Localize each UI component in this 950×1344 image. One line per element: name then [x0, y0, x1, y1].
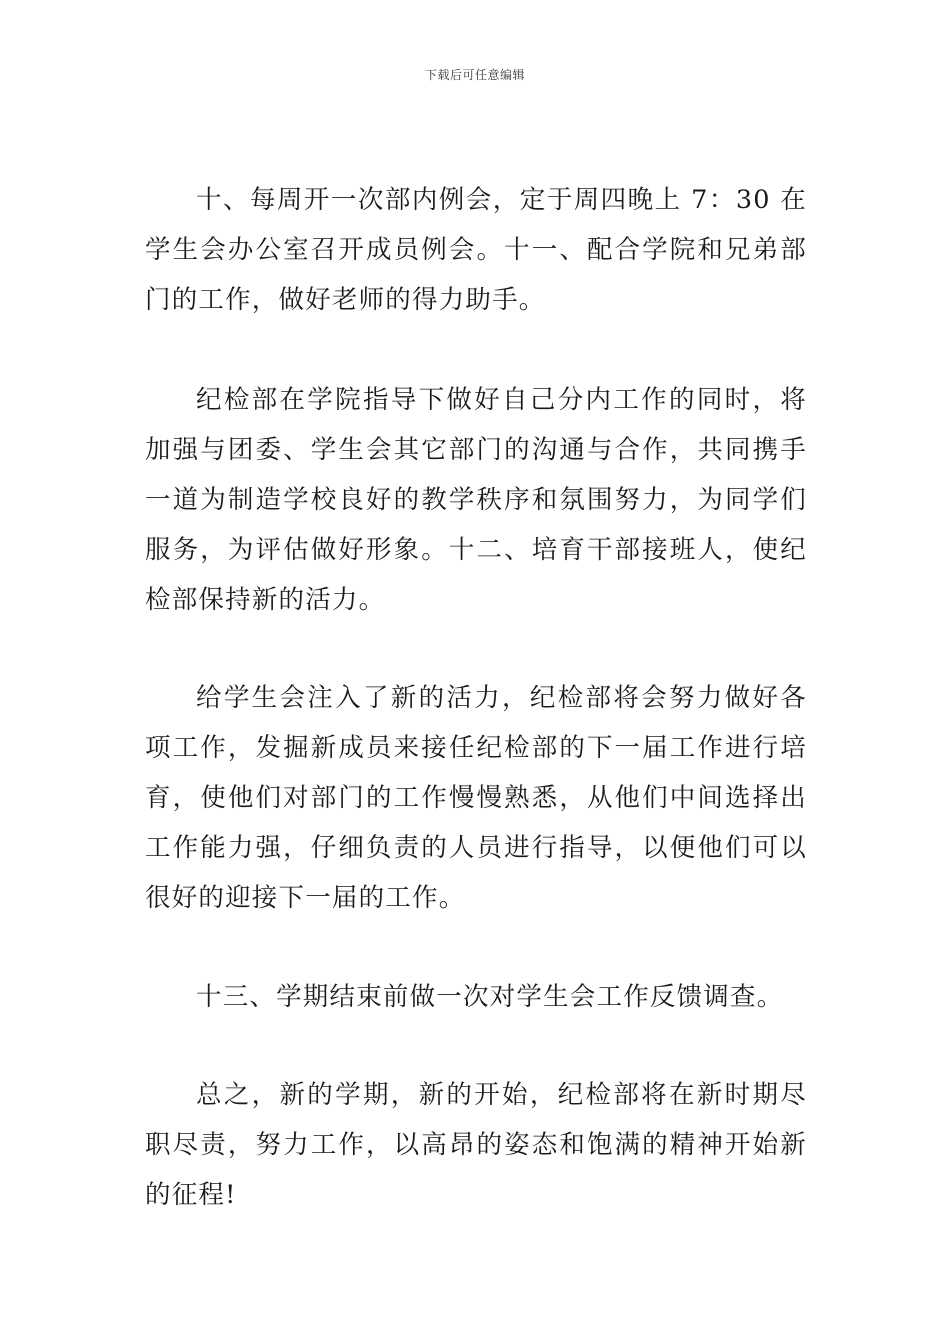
paragraph-conclusion: 总之，新的学期，新的开始，纪检部将在新时期尽职尽责，努力工作，以高昂的姿态和饱满的精神开始新的征程!	[145, 1080, 807, 1210]
paragraph-department-cooperation: 纪检部在学院指导下做好自己分内工作的同时，将加强与团委、学生会其它部门的沟通与合作，共同携手一道为制造学校良好的教学秩序和氛围努力，为同学们服务，为评估做好形象。十二、培育干部接班人，使纪检部保持新的活力。	[145, 385, 807, 615]
download-edit-note: 下载后可任意编辑	[424, 68, 525, 82]
paragraph-new-members: 给学生会注入了新的活力，纪检部将会努力做好各项工作，发掘新成员来接任纪检部的下一届工作进行培育，使他们对部门的工作慢慢熟悉，从他们中间选择出工作能力强，仔细负责的人员进行指导，以便他们可以很好的迎接下一届的工作。	[145, 683, 807, 913]
paragraph-feedback-survey: 十三、学期结束前做一次对学生会工作反馈调查。	[196, 982, 784, 1012]
paragraph-weekly-meeting: 十、每周开一次部内例会，定于周四晚上 7：30 在学生会办公室召开成员例会。十一、配合学院和兄弟部门的工作，做好老师的得力助手。	[145, 185, 807, 315]
document-body	[145, 175, 807, 1220]
